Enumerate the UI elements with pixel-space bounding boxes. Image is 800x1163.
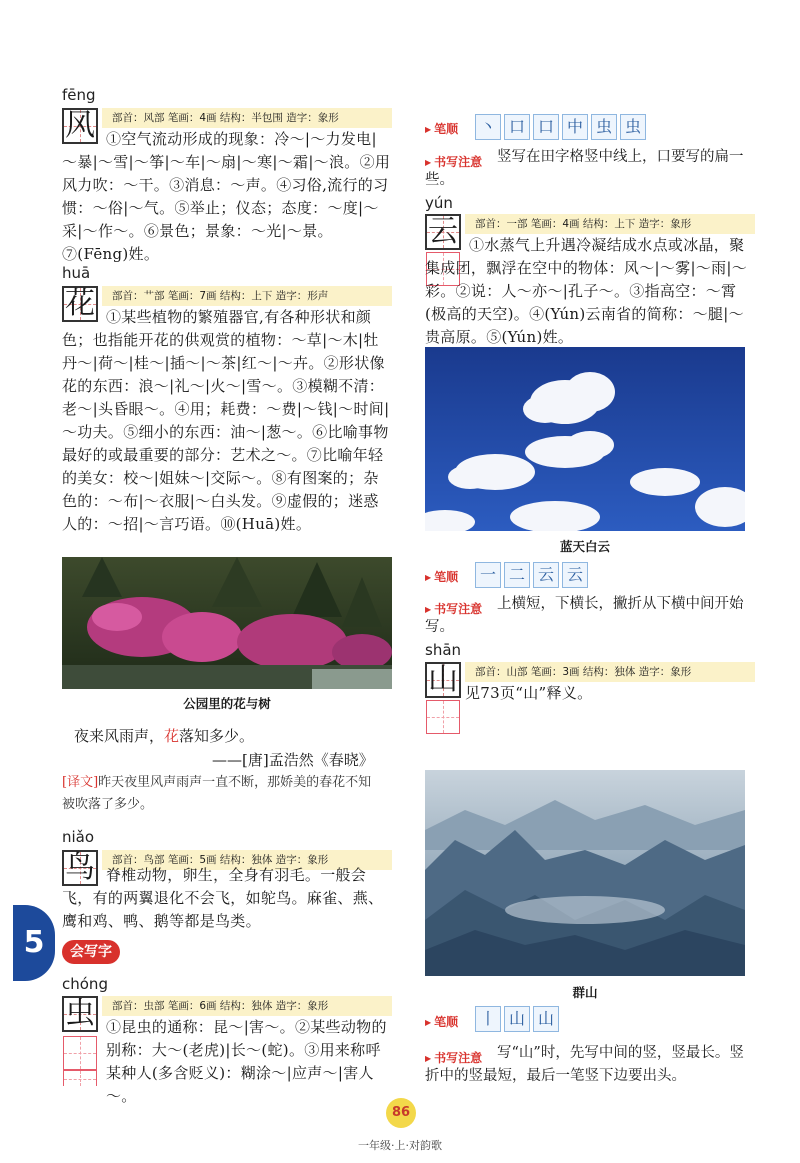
char-box-chong xyxy=(62,996,98,1032)
stroke-step: 丨 xyxy=(475,1006,501,1032)
char-box-hua xyxy=(62,286,98,322)
poem-line-2: ——[唐]孟浩然《春晓》 xyxy=(212,751,374,769)
stroke-step: 虫 xyxy=(591,114,617,140)
stroke-order-yun xyxy=(475,562,591,588)
char-box-niao xyxy=(62,850,98,886)
definition-niao: 脊椎动物，卵生，全身有羽毛。一般会飞，有的两翼退化不会飞，如鸵鸟。麻雀、燕、鹰和鸡、鸭、鹅等都是鸟类。 xyxy=(62,866,384,930)
stroke-step: 山 xyxy=(533,1006,559,1032)
char-box-feng xyxy=(62,108,98,144)
char-hua: 花 xyxy=(65,286,95,321)
stroke-order-shan xyxy=(475,1006,562,1032)
definition-chong: ①昆虫的通称：昆～|害～。②某些动物的别称：大～(老虎)|长～(蛇)。③用来称呼某种人(多含贬义)：糊涂～|应声～|害人～。 xyxy=(106,1018,387,1105)
info-bar-hua: 部首：艹部 笔画：7画 结构：上下 造字：形声 xyxy=(102,286,392,306)
stroke-step: 口 xyxy=(504,114,530,140)
pinyin-yun: yún xyxy=(425,194,453,212)
photo-mountains xyxy=(425,770,745,976)
stroke-step: 云 xyxy=(562,562,588,588)
pinyin-chong: chóng xyxy=(62,975,108,993)
pinyin-hua: huā xyxy=(62,264,91,282)
writing-note-label-yun: ▶ 书写注意 xyxy=(425,600,482,617)
writing-grid-chong-2 xyxy=(63,1070,97,1086)
page-footer: 一年级·上·对韵歌 xyxy=(358,1139,442,1152)
char-feng: 风 xyxy=(65,108,95,143)
writing-note-shan: 写“山”时，先写中间的竖，竖最长。竖折中的竖最短，最后一笔竖下边要出头。 xyxy=(425,1045,744,1084)
photo-park-flowers xyxy=(62,557,392,689)
unit-tab: 5 xyxy=(13,905,55,981)
writing-grid-shan-1 xyxy=(426,700,460,734)
writing-note-chong: 竖写在田字格竖中线上，口要写的扁一些。 xyxy=(425,149,744,188)
pinyin-feng: fēng xyxy=(62,86,96,104)
pinyin-niao: niǎo xyxy=(62,828,95,846)
definition-hua: ①某些植物的繁殖器官,有各种形状和颜色；也指能开花的供观赏的植物：～草|～木|牡丹～|荷～|桂～|插～|～茶|红～|～卉。②形状像花的东西：浪～|礼～|火～|雪～。③模糊不清：老～|头昏眼～。④用；耗费：～费|～钱|～时间|～功夫。⑤细小的东西：油～|葱～。⑥比喻事物最好的或最重要的部分：艺术之～。⑦比喻年轻的美女：校～|姐妹～|交际～。⑧有图案的；杂色的：～布|～衣服|～白头发。⑨虚假的；迷惑人的：～招|～言巧语。⑩(Huā)姓。 xyxy=(62,308,390,533)
writing-grid-chong-1 xyxy=(63,1036,97,1070)
stroke-order-label-yun: ▶ 笔顺 xyxy=(425,568,458,585)
stroke-order-label-chong: ▶ 笔顺 xyxy=(425,120,458,137)
stroke-order-label-shan: ▶ 笔顺 xyxy=(425,1013,458,1030)
photo-blue-sky-clouds xyxy=(425,347,745,531)
page-number: 86 xyxy=(386,1098,416,1128)
stroke-step: 口 xyxy=(533,114,559,140)
info-bar-niao: 部首：鸟部 笔画：5画 结构：独体 造字：象形 xyxy=(102,850,392,870)
char-box-yun xyxy=(425,214,461,250)
caption-mountains: 群山 xyxy=(572,985,598,1000)
stroke-step: 中 xyxy=(562,114,588,140)
definition-feng: ①空气流动形成的现象：冷～|～力发电|～暴|～雪|～筝|～车|～扇|～寒|～霜|～浪。②用风力吹：～干。③消息：～声。④习俗,流行的习惯：～俗|～气。⑤举止；仪态；态度：～度|～采|～作～。⑥景色；景象：～光|～景。⑦(Fēng)姓。 xyxy=(62,130,391,263)
writing-note-label-shan: ▶ 书写注意 xyxy=(425,1049,482,1066)
stroke-step: 山 xyxy=(504,1006,530,1032)
char-yun: 云 xyxy=(428,214,458,249)
stroke-step: 丶 xyxy=(475,114,501,140)
info-bar-shan: 部首：山部 笔画：3画 结构：独体 造字：象形 xyxy=(465,662,755,682)
definition-yun: ①水蒸气上升遇冷凝结成水点或冰晶，聚集成团，飘浮在空中的物体：风～|～雾|～雨|～彩。②说：人～亦～|孔子～。③指高空：～霄(极高的天空)。④(Yún)云南省的简称：～腿|～贵高原。⑤(Yún)姓。 xyxy=(425,236,748,346)
char-niao: 鸟 xyxy=(65,850,95,885)
info-bar-chong: 部首：虫部 笔画：6画 结构：独体 造字：象形 xyxy=(102,996,392,1016)
writing-note-yun: 上横短，下横长，撇折从下横中间开始写。 xyxy=(425,596,744,635)
poem-line-1: 夜来风雨声，花落知多少。 xyxy=(74,727,255,745)
stroke-step: 二 xyxy=(504,562,530,588)
writing-note-label-chong: ▶ 书写注意 xyxy=(425,153,482,170)
pinyin-shan: shān xyxy=(425,641,462,659)
caption-park-flowers: 公园里的花与树 xyxy=(183,696,271,711)
caption-blue-sky: 蓝天白云 xyxy=(559,539,610,554)
char-chong: 虫 xyxy=(65,996,95,1031)
char-box-shan xyxy=(425,662,461,698)
section-label-write: 会写字 xyxy=(62,940,120,964)
info-bar-feng: 部首：风部 笔画：4画 结构：半包围 造字：象形 xyxy=(102,108,392,128)
info-bar-yun: 部首：一部 笔画：4画 结构：上下 造字：象形 xyxy=(465,214,755,234)
stroke-order-chong xyxy=(475,114,649,140)
stroke-step: 虫 xyxy=(620,114,646,140)
stroke-step: 一 xyxy=(475,562,501,588)
char-shan: 山 xyxy=(428,662,458,697)
definition-shan: 见73页“山”释义。 xyxy=(465,684,593,702)
poem-translation: [译文]昨天夜里风声雨声一直不断，那娇美的春花不知被吹落了多少。 xyxy=(62,775,372,812)
stroke-step: 云 xyxy=(533,562,559,588)
